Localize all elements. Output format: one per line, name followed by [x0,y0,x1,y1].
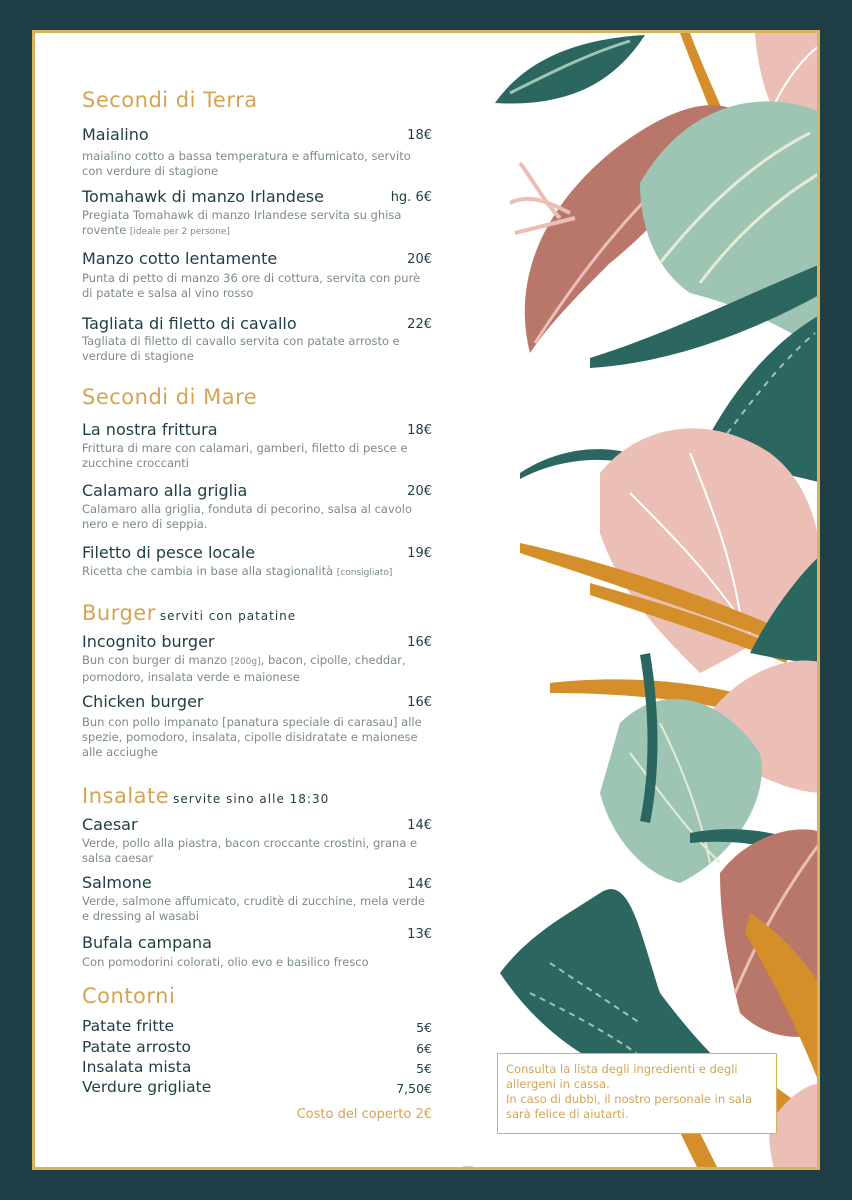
item-name: Maialino [82,125,149,144]
side-item: Patate fritte [82,1017,175,1035]
item-name: Caesar [82,815,138,834]
item-desc: Frittura di mare con calamari, gamberi, filetto di pesce e zucchine croccanti [82,441,408,470]
side-price: 7,50€ [396,1081,432,1096]
allergen-notice [497,1053,777,1134]
item-price: 16€ [407,635,432,650]
item-desc: Bun con burger di manzo [200g], bacon, cipolle, cheddar, pomodoro, insalata verde e maionese [82,653,406,684]
section-title-insalate: Insalate servite sino alle 18:30 [82,784,330,808]
item-name: La nostra frittura [82,420,218,439]
cover-charge: Costo del coperto 2€ [296,1107,432,1122]
item-desc: Bun con pollo impanato [panatura speciale di carasau] alle spezie, pomodoro, insalata, cipolle disidratate e maionese alle acciughe [82,715,422,759]
item-desc: Pregiata Tomahawk di manzo Irlandese servita su ghisa rovente [ideale per 2 persone] [82,208,402,237]
item-name: Tagliata di filetto di cavallo [82,314,297,333]
section-title-mare: Secondi di Mare [82,385,258,409]
item-price: 22€ [407,317,432,332]
item-price: 20€ [407,484,432,499]
item-desc: Verde, pollo alla piastra, bacon croccante crostini, grana e salsa caesar [82,836,418,865]
side-price: 5€ [416,1020,432,1035]
item-price: hg. 6€ [390,190,432,205]
item-name: Calamaro alla griglia [82,481,248,500]
side-item: Insalata mista [82,1058,192,1076]
item-desc: Ricetta che cambia in base alla stagionalità [consigliato] [82,564,393,578]
item-desc: Con pomodorini colorati, olio evo e basilico fresco [82,955,369,969]
item-price: 16€ [407,695,432,710]
page-mark [463,1166,473,1168]
item-desc: Calamaro alla griglia, fonduta di pecorino, salsa al cavolo nero e nero di seppia. [82,502,413,531]
side-item: Patate arrosto [82,1038,192,1056]
item-name: Manzo cotto lentamente [82,249,278,268]
item-name: Salmone [82,873,152,892]
section-title-terra: Secondi di Terra [82,88,258,112]
side-price: 5€ [416,1061,432,1076]
section-title-contorni: Contorni [82,984,176,1008]
item-price: 19€ [407,546,432,561]
section-note: servite sino alle 18:30 [173,792,330,806]
section-note: serviti con patatine [159,609,297,623]
item-desc: maialino cotto a bassa temperatura e affumicato, servito con verdure di stagione [82,149,411,178]
item-name: Incognito burger [82,632,215,651]
side-item: Verdure grigliate [82,1078,212,1096]
item-desc: Punta di petto di manzo 36 ore di cottura, servita con purè di patate e salsa al vino rosso [82,271,421,300]
item-note: [200g] [230,657,261,667]
item-note: [ideale per 2 persone] [129,227,230,237]
item-name: Tomahawk di manzo Irlandese [82,187,324,206]
item-desc: Tagliata di filetto di cavallo servita con patate arrosto e verdure di stagione [82,334,400,363]
menu-page [32,30,820,1170]
section-title-burger: Burger serviti con patatine [82,601,297,625]
item-note: [consigliato] [336,568,393,578]
item-name: Chicken burger [82,692,204,711]
item-price: 14€ [407,818,432,833]
item-name: Filetto di pesce locale [82,543,256,562]
leaf-decoration [490,33,820,1170]
item-price: 13€ [407,927,432,942]
item-price: 18€ [407,128,432,143]
item-price: 18€ [407,423,432,438]
item-price: 20€ [407,252,432,267]
leaf-illustration [495,33,820,1170]
side-price: 6€ [416,1041,432,1056]
allergen-line-2: In caso di dubbi, il nostro personale in sala sarà felice di aiutarti. [506,1092,753,1121]
item-price: 14€ [407,877,432,892]
item-desc: Verde, salmone affumicato, cruditè di zucchine, mela verde e dressing al wasabi [82,894,425,923]
item-name: Bufala campana [82,933,212,952]
allergen-line-1: Consulta la lista degli ingredienti e degli allergeni in cassa. [506,1062,738,1091]
